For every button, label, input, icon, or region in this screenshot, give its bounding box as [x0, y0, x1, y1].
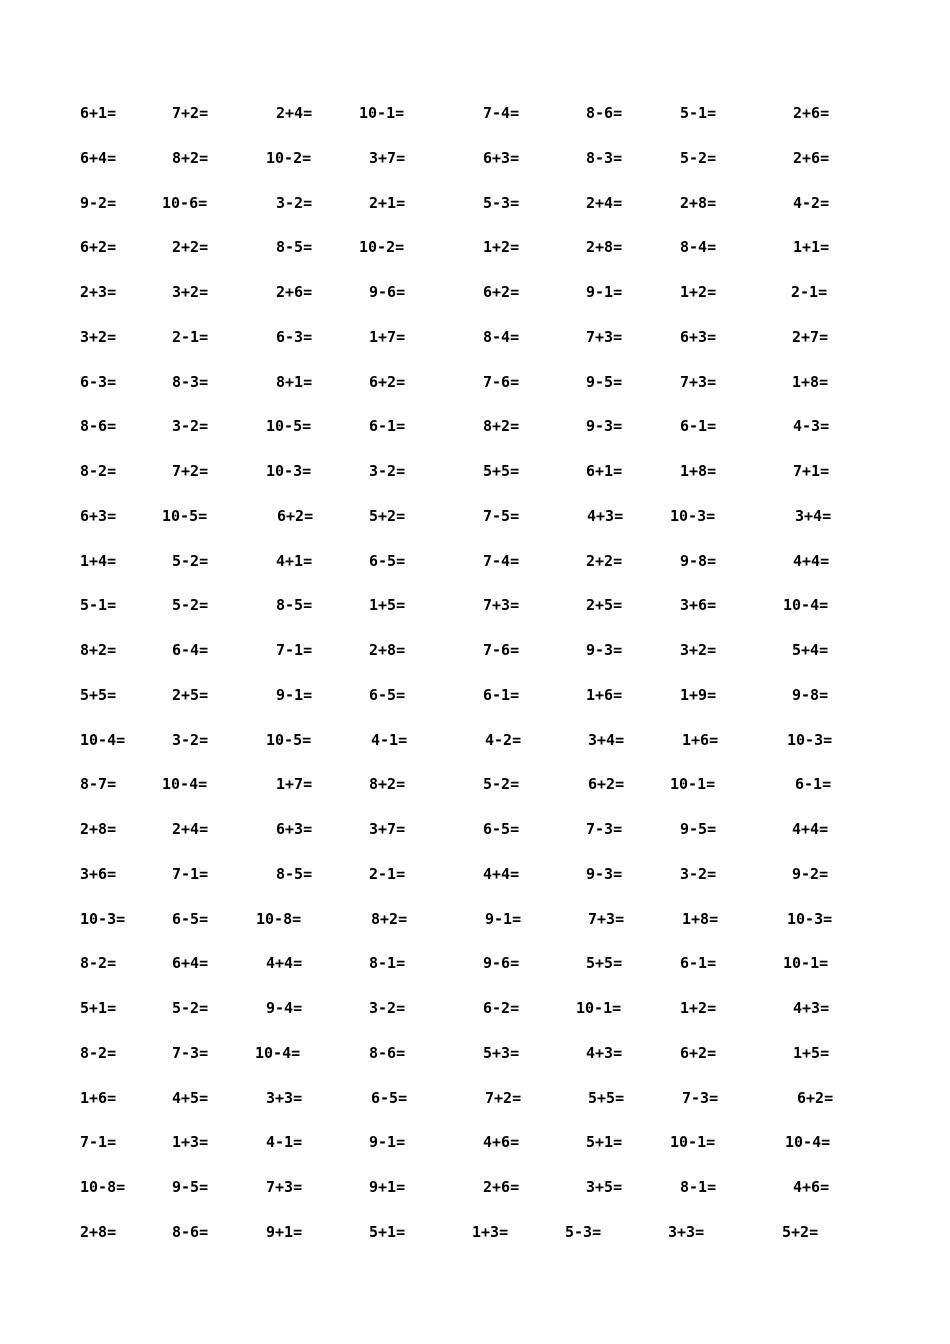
- arithmetic-problem: 7+2=: [172, 462, 209, 480]
- arithmetic-problem: 3+7=: [369, 820, 406, 838]
- problem-row: [0, 1172, 950, 1202]
- arithmetic-problem: 7+3=: [586, 327, 623, 346]
- arithmetic-problem: 2+8=: [80, 1222, 117, 1241]
- arithmetic-problem: 8-3=: [172, 372, 209, 391]
- arithmetic-problem: 1+7=: [276, 775, 313, 794]
- arithmetic-problem: 8-7=: [80, 775, 117, 794]
- arithmetic-problem: 3-2=: [276, 193, 313, 212]
- arithmetic-problem: 1+4=: [80, 551, 117, 570]
- arithmetic-problem: 8-4=: [483, 327, 520, 346]
- problem-row: [0, 1083, 950, 1113]
- arithmetic-problem: 2+6=: [793, 148, 830, 167]
- arithmetic-problem: 6-3=: [276, 327, 313, 346]
- arithmetic-problem: 6-1=: [483, 685, 520, 704]
- arithmetic-problem: 4-1=: [266, 1133, 303, 1152]
- arithmetic-problem: 9-3=: [586, 641, 623, 659]
- problem-row: [0, 948, 950, 978]
- arithmetic-problem: 10-1=: [783, 954, 829, 973]
- arithmetic-problem: 10-3=: [266, 462, 312, 480]
- arithmetic-problem: 10-4=: [783, 596, 829, 615]
- arithmetic-problem: 6-2=: [483, 999, 520, 1017]
- problem-row: [0, 411, 950, 441]
- arithmetic-problem: 4-3=: [793, 417, 830, 436]
- problem-row: [0, 456, 950, 486]
- arithmetic-problem: 5+1=: [586, 1133, 623, 1152]
- arithmetic-problem: 6+1=: [586, 462, 623, 480]
- arithmetic-problem: 7-5=: [483, 506, 520, 525]
- arithmetic-problem: 6+1=: [80, 104, 117, 122]
- arithmetic-problem: 2+8=: [80, 820, 117, 838]
- arithmetic-problem: 8-5=: [276, 864, 313, 883]
- arithmetic-problem: 6-5=: [369, 551, 406, 570]
- arithmetic-problem: 3+7=: [369, 148, 406, 167]
- arithmetic-problem: 5+1=: [80, 999, 117, 1017]
- problem-row: [0, 232, 950, 262]
- arithmetic-problem: 6-5=: [369, 685, 406, 704]
- arithmetic-problem: 1+8=: [682, 909, 719, 928]
- arithmetic-problem: 1+6=: [80, 1088, 117, 1107]
- arithmetic-problem: 7-3=: [682, 1088, 719, 1107]
- arithmetic-problem: 8-2=: [80, 1043, 117, 1062]
- arithmetic-problem: 5-1=: [80, 596, 117, 615]
- arithmetic-problem: 6+3=: [80, 506, 117, 525]
- problem-row: [0, 904, 950, 934]
- arithmetic-problem: 4+5=: [172, 1088, 209, 1107]
- problem-row: [0, 814, 950, 844]
- arithmetic-problem: 1+3=: [472, 1222, 509, 1241]
- arithmetic-problem: 1+5=: [793, 1043, 830, 1062]
- arithmetic-problem: 8+2=: [371, 909, 408, 928]
- arithmetic-problem: 5-2=: [172, 551, 209, 570]
- arithmetic-problem: 6+2=: [369, 372, 406, 391]
- arithmetic-problem: 9-5=: [586, 372, 623, 391]
- arithmetic-problem: 10-8=: [256, 909, 302, 928]
- arithmetic-problem: 4-1=: [371, 730, 408, 749]
- arithmetic-problem: 9-8=: [680, 551, 717, 570]
- arithmetic-problem: 8-3=: [586, 148, 623, 167]
- arithmetic-problem: 2+5=: [172, 685, 209, 704]
- arithmetic-problem: 3+6=: [680, 596, 717, 615]
- arithmetic-problem: 8+1=: [276, 372, 313, 391]
- arithmetic-problem: 5-1=: [680, 104, 717, 122]
- arithmetic-problem: 3+2=: [680, 641, 717, 659]
- problem-row: [0, 769, 950, 799]
- arithmetic-problem: 10-1=: [359, 104, 405, 122]
- arithmetic-problem: 1+3=: [172, 1133, 209, 1152]
- arithmetic-problem: 10-3=: [787, 909, 833, 928]
- arithmetic-problem: 9-5=: [680, 820, 717, 838]
- problem-row: [0, 322, 950, 352]
- arithmetic-problem: 5-2=: [680, 148, 717, 167]
- arithmetic-problem: 6+2=: [80, 238, 117, 257]
- arithmetic-problem: 3+4=: [588, 730, 625, 749]
- arithmetic-problem: 7+1=: [793, 462, 830, 480]
- arithmetic-problem: 2-1=: [369, 864, 406, 883]
- arithmetic-problem: 3+5=: [586, 1178, 623, 1196]
- arithmetic-problem: 4+4=: [792, 820, 829, 838]
- arithmetic-problem: 8+2=: [369, 775, 406, 794]
- arithmetic-problem: 7+3=: [483, 596, 520, 615]
- arithmetic-problem: 4+4=: [266, 954, 303, 973]
- arithmetic-problem: 9+1=: [369, 1178, 406, 1196]
- arithmetic-problem: 6+4=: [172, 954, 209, 973]
- arithmetic-problem: 9-1=: [485, 909, 522, 928]
- arithmetic-problem: 2+4=: [586, 193, 623, 212]
- arithmetic-problem: 10-5=: [266, 730, 312, 749]
- problem-row: [0, 993, 950, 1023]
- arithmetic-problem: 4+6=: [793, 1178, 830, 1196]
- arithmetic-problem: 5+4=: [792, 641, 829, 659]
- arithmetic-problem: 9+1=: [266, 1222, 303, 1241]
- arithmetic-problem: 9-3=: [586, 864, 623, 883]
- arithmetic-problem: 5+2=: [369, 506, 406, 525]
- arithmetic-problem: 10-4=: [255, 1043, 301, 1062]
- arithmetic-problem: 3+3=: [668, 1222, 705, 1241]
- arithmetic-problem: 5+5=: [588, 1088, 625, 1107]
- arithmetic-problem: 7-3=: [586, 820, 623, 838]
- arithmetic-problem: 8-2=: [80, 954, 117, 973]
- arithmetic-problem: 4+3=: [586, 1043, 623, 1062]
- arithmetic-problem: 5+5=: [80, 685, 117, 704]
- arithmetic-problem: 5-2=: [483, 775, 520, 794]
- arithmetic-problem: 6-4=: [172, 641, 209, 659]
- arithmetic-problem: 9-6=: [483, 954, 520, 973]
- arithmetic-problem: 10-3=: [670, 506, 716, 525]
- arithmetic-problem: 3-2=: [680, 864, 717, 883]
- arithmetic-problem: 7-6=: [483, 641, 520, 659]
- arithmetic-problem: 2+4=: [276, 104, 313, 122]
- arithmetic-problem: 6+3=: [483, 148, 520, 167]
- problem-row: [0, 188, 950, 218]
- arithmetic-problem: 2+6=: [276, 283, 313, 301]
- arithmetic-problem: 7-1=: [80, 1133, 117, 1152]
- arithmetic-problem: 9-8=: [792, 685, 829, 704]
- arithmetic-problem: 2+6=: [483, 1178, 520, 1196]
- arithmetic-problem: 10-8=: [80, 1178, 126, 1196]
- arithmetic-problem: 4+3=: [587, 506, 624, 525]
- arithmetic-problem: 4+1=: [276, 551, 313, 570]
- problem-row: [0, 590, 950, 620]
- arithmetic-problem: 1+6=: [682, 730, 719, 749]
- arithmetic-problem: 9-1=: [586, 283, 623, 301]
- arithmetic-problem: 5-2=: [172, 999, 209, 1017]
- arithmetic-problem: 4+4=: [483, 864, 520, 883]
- arithmetic-problem: 1+8=: [792, 372, 829, 391]
- arithmetic-problem: 4-2=: [793, 193, 830, 212]
- arithmetic-problem: 1+2=: [680, 283, 717, 301]
- arithmetic-problem: 6+3=: [680, 327, 717, 346]
- arithmetic-problem: 5-3=: [565, 1222, 602, 1241]
- arithmetic-problem: 5+5=: [586, 954, 623, 973]
- arithmetic-problem: 3-2=: [172, 417, 209, 436]
- arithmetic-problem: 5+3=: [483, 1043, 520, 1062]
- arithmetic-problem: 4+3=: [793, 999, 830, 1017]
- arithmetic-problem: 10-1=: [670, 1133, 716, 1152]
- arithmetic-problem: 6-1=: [795, 775, 832, 794]
- arithmetic-problem: 2+5=: [586, 596, 623, 615]
- problem-row: [0, 98, 950, 128]
- arithmetic-problem: 10-4=: [80, 730, 126, 749]
- arithmetic-problem: 3-2=: [369, 999, 406, 1017]
- arithmetic-problem: 2+8=: [369, 641, 406, 659]
- arithmetic-problem: 8+2=: [80, 641, 117, 659]
- arithmetic-problem: 8-5=: [276, 596, 313, 615]
- arithmetic-problem: 10-4=: [162, 775, 208, 794]
- arithmetic-problem: 5+2=: [782, 1222, 819, 1241]
- arithmetic-problem: 6-5=: [483, 820, 520, 838]
- arithmetic-problem: 3+6=: [80, 864, 117, 883]
- arithmetic-problem: 2-1=: [172, 327, 209, 346]
- problem-row: [0, 546, 950, 576]
- arithmetic-problem: 8-6=: [586, 104, 623, 122]
- arithmetic-problem: 4+4=: [793, 551, 830, 570]
- arithmetic-problem: 1+7=: [369, 327, 406, 346]
- problem-row: [0, 277, 950, 307]
- problem-row: [0, 1127, 950, 1157]
- arithmetic-problem: 1+5=: [369, 596, 406, 615]
- arithmetic-problem: 7-6=: [483, 372, 520, 391]
- arithmetic-problem: 1+2=: [680, 999, 717, 1017]
- arithmetic-problem: 7-3=: [172, 1043, 209, 1062]
- arithmetic-problem: 1+6=: [586, 685, 623, 704]
- arithmetic-problem: 6-5=: [172, 909, 209, 928]
- problem-row: [0, 1217, 950, 1247]
- arithmetic-problem: 1+2=: [483, 238, 520, 257]
- arithmetic-problem: 8-5=: [276, 238, 313, 257]
- arithmetic-problem: 9-2=: [792, 864, 829, 883]
- arithmetic-problem: 6-1=: [680, 954, 717, 973]
- arithmetic-problem: 7-4=: [483, 551, 520, 570]
- arithmetic-problem: 8-6=: [80, 417, 117, 436]
- arithmetic-problem: 9-3=: [586, 417, 623, 436]
- arithmetic-problem: 2+4=: [172, 820, 209, 838]
- arithmetic-problem: 10-6=: [162, 193, 208, 212]
- arithmetic-problem: 10-2=: [266, 148, 312, 167]
- arithmetic-problem: 10-5=: [266, 417, 312, 436]
- arithmetic-problem: 2-1=: [791, 283, 828, 301]
- arithmetic-problem: 7-1=: [172, 864, 209, 883]
- arithmetic-problem: 6-1=: [369, 417, 406, 436]
- arithmetic-problem: 10-3=: [787, 730, 833, 749]
- problem-row: [0, 1038, 950, 1068]
- problem-row: [0, 367, 950, 397]
- arithmetic-problem: 6+3=: [276, 820, 313, 838]
- arithmetic-problem: 8-1=: [369, 954, 406, 973]
- problem-row: [0, 859, 950, 889]
- arithmetic-problem: 10-2=: [359, 238, 405, 257]
- arithmetic-problem: 2+8=: [586, 238, 623, 257]
- arithmetic-problem: 2+6=: [793, 104, 830, 122]
- arithmetic-problem: 7-1=: [276, 641, 313, 659]
- arithmetic-problem: 6+2=: [797, 1088, 834, 1107]
- arithmetic-problem: 7+3=: [266, 1178, 303, 1196]
- arithmetic-problem: 5-3=: [483, 193, 520, 212]
- arithmetic-problem: 5+5=: [483, 462, 520, 480]
- arithmetic-problem: 4-2=: [485, 730, 522, 749]
- problem-row: [0, 725, 950, 755]
- arithmetic-problem: 10-3=: [80, 909, 126, 928]
- arithmetic-problem: 3+4=: [795, 506, 832, 525]
- arithmetic-problem: 4+6=: [483, 1133, 520, 1152]
- arithmetic-problem: 9-1=: [369, 1133, 406, 1152]
- arithmetic-problem: 6+2=: [277, 506, 314, 525]
- arithmetic-problem: 6+2=: [483, 283, 520, 301]
- arithmetic-problem: 2+2=: [172, 238, 209, 257]
- arithmetic-problem: 6+4=: [80, 148, 117, 167]
- arithmetic-problem: 10-1=: [670, 775, 716, 794]
- arithmetic-problem: 6+2=: [680, 1043, 717, 1062]
- arithmetic-problem: 6-1=: [680, 417, 717, 436]
- arithmetic-problem: 8-1=: [680, 1178, 717, 1196]
- arithmetic-problem: 7+3=: [588, 909, 625, 928]
- arithmetic-problem: 3+2=: [172, 283, 209, 301]
- arithmetic-problem: 6-3=: [80, 372, 117, 391]
- arithmetic-problem: 7+2=: [485, 1088, 522, 1107]
- arithmetic-problem: 7-4=: [483, 104, 520, 122]
- arithmetic-problem: 3-2=: [172, 730, 209, 749]
- arithmetic-problem: 10-1=: [576, 999, 622, 1017]
- arithmetic-problem: 9-6=: [369, 283, 406, 301]
- arithmetic-problem: 5-2=: [172, 596, 209, 615]
- problem-row: [0, 501, 950, 531]
- arithmetic-problem: 8-6=: [172, 1222, 209, 1241]
- arithmetic-problem: 8-6=: [369, 1043, 406, 1062]
- arithmetic-problem: 6+2=: [588, 775, 625, 794]
- arithmetic-problem: 2+3=: [80, 283, 117, 301]
- arithmetic-problem: 7+2=: [172, 104, 209, 122]
- arithmetic-problem: 2+1=: [369, 193, 406, 212]
- arithmetic-problem: 2+2=: [586, 551, 623, 570]
- arithmetic-problem: 1+8=: [680, 462, 717, 480]
- arithmetic-problem: 8-2=: [80, 462, 117, 480]
- arithmetic-problem: 2+8=: [680, 193, 717, 212]
- arithmetic-problem: 8+2=: [483, 417, 520, 436]
- arithmetic-problem: 7+3=: [680, 372, 717, 391]
- arithmetic-problem: 10-4=: [785, 1133, 831, 1152]
- arithmetic-problem: 1+9=: [680, 685, 717, 704]
- arithmetic-problem: 9-5=: [172, 1178, 209, 1196]
- arithmetic-problem: 3+2=: [80, 327, 117, 346]
- arithmetic-problem: 3-2=: [369, 462, 406, 480]
- arithmetic-problem: 1+1=: [793, 238, 830, 257]
- arithmetic-problem: 6-5=: [371, 1088, 408, 1107]
- problem-row: [0, 635, 950, 665]
- arithmetic-problem: 9-2=: [80, 193, 117, 212]
- problem-row: [0, 680, 950, 710]
- arithmetic-problem: 8+2=: [172, 148, 209, 167]
- problem-row: [0, 143, 950, 173]
- arithmetic-problem: 3+3=: [266, 1088, 303, 1107]
- arithmetic-problem: 5+1=: [369, 1222, 406, 1241]
- arithmetic-problem: 9-4=: [266, 999, 303, 1017]
- arithmetic-problem: 10-5=: [162, 506, 208, 525]
- arithmetic-problem: 2+7=: [792, 327, 829, 346]
- arithmetic-problem: 8-4=: [680, 238, 717, 257]
- arithmetic-problem: 9-1=: [276, 685, 313, 704]
